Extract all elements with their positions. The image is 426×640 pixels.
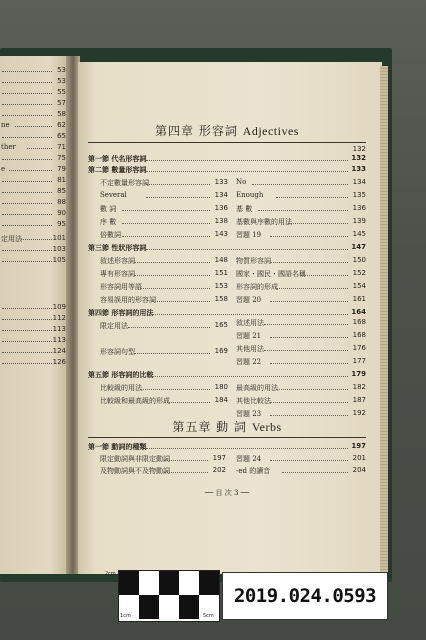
toc-entry [236,396,366,406]
toc-entry-page: 134 [214,191,228,199]
toc-entry [100,178,228,188]
toc-entry-page: 202 [212,466,226,474]
section-entry-page: 197 [351,442,366,450]
toc-entry-page: 187 [352,396,366,404]
toc-entry-title: 習題 24 [236,455,262,463]
left-page-row: 53 [0,66,68,76]
toc-entry-page: 152 [352,269,366,277]
page-footer: ── 目 次 3 ── [204,489,250,497]
left-page-row: 53 [0,77,68,87]
section-entry-title: 第二節 數量形容詞 [88,165,147,174]
toc-entry-page: 154 [352,282,366,290]
toc-entry-title: 國家・國民・國語名稱 [236,270,306,278]
section-entry-title: 第五節 形容詞的比較 [88,370,154,379]
section-entry-page: 164 [351,308,366,316]
chapter-5-title [88,418,366,435]
toc-entry [100,466,226,476]
scale-bar [105,570,220,622]
toc-entry-page: 135 [352,191,366,199]
accession-number: 2019.024.0593 [222,572,388,620]
left-page-row: 55 [0,88,68,98]
toc-entry [236,318,366,328]
toc-entry-page: 180 [214,383,228,391]
left-page-row: ne 62 [1,121,66,129]
toc-entry-page: 182 [352,383,366,391]
section-entry [88,370,366,380]
toc-entry-title: 其他用法 [236,345,264,353]
toc-entry [236,282,366,292]
chapter-5-title-zh: 第五章 動 詞 [172,420,247,434]
toc-entry-page: 192 [352,409,366,417]
section-entry-page: 133 [351,165,366,173]
toc-entry-page: 134 [352,178,366,186]
toc-entry [236,204,366,214]
chapter-4-title [88,122,366,139]
chapter-5-rule [88,437,366,438]
toc-entry-page: 139 [352,217,366,225]
toc-entry-title: 習題 21 [236,332,262,340]
toc-entry-title: 限定動詞與非限定動詞 [100,455,170,463]
toc-entry-title: 基數與序數的用法 [236,218,292,226]
toc-entry-title: -ed 的讀音 [236,467,271,475]
toc-entry-title: 習題 20 [236,296,262,304]
left-page [0,56,72,574]
toc-entry-title: 數 詞 [100,205,117,213]
left-page-row: 58 [0,110,68,120]
scale-label-right: 5cm [203,613,214,619]
toc-entry [100,217,228,227]
left-page-row: 57 [0,99,68,109]
toc-entry-title: 序 數 [100,218,117,226]
toc-entry [236,344,366,354]
toc-entry-title: Enough [236,191,264,199]
chapter-4-page: 132 [352,145,366,153]
toc-entry-title: 倍數詞 [100,231,121,239]
left-page-row: 109 [0,303,68,313]
left-page-row: 65 [0,132,68,142]
section-entry-title: 第四節 形容詞的用法 [88,308,154,317]
left-page-row: 113 [0,336,68,346]
section-entry [88,442,366,452]
scale-label-left: 1cm [120,613,131,619]
section-entry-page: 147 [351,243,366,251]
toc-entry-title: 習題 23 [236,410,262,418]
left-page-row: ther 71 [1,143,66,151]
toc-entry-title: 習題 22 [236,358,262,366]
toc-entry-page: 143 [214,230,228,238]
toc-entry-title: No [236,178,247,186]
toc-entry [100,204,228,214]
toc-entry-title: 及物動詞與不及物動詞 [100,467,170,475]
section-entry [88,165,366,175]
toc-entry-title: 專有形容詞 [100,270,135,278]
left-page-row: 90 [0,209,68,219]
chapter-4-rule [88,142,366,143]
scale-label-top: 2cm [105,571,116,577]
toc-entry-title: 形容詞句型 [100,348,135,356]
toc-entry-page: 168 [352,318,366,326]
left-page-row: 113 [0,325,68,335]
toc-entry-title: 敘述形容詞 [100,257,135,265]
toc-entry-page: 133 [214,178,228,186]
toc-entry [100,396,228,406]
section-entry [88,308,366,318]
toc-entry-page: 176 [352,344,366,352]
section-entry [88,243,366,253]
toc-entry [100,347,228,357]
toc-entry-page: 138 [214,217,228,225]
toc-entry [236,178,366,188]
toc-entry-page: 151 [214,269,228,277]
left-page-row: 95 [0,220,68,230]
toc-entry-page: 136 [214,204,228,212]
toc-entry [100,295,228,305]
toc-entry [236,230,366,240]
toc-entry [236,217,366,227]
section-entry-title: 第三節 性狀形容詞 [88,243,147,252]
toc-entry-title: 敘述用法 [236,319,264,327]
toc-entry [236,331,366,341]
section-entry-page: 179 [351,370,366,378]
toc-entry-page: 204 [352,466,366,474]
section-entry-title: 第一節 代名形容詞 [88,154,147,163]
toc-entry-page: 197 [212,454,226,462]
toc-entry [236,295,366,305]
toc-entry [100,256,228,266]
section-entry [88,154,366,164]
left-page-row: 85 [0,187,68,197]
toc-entry-title: 形容詞用等語 [100,283,142,291]
toc-entry-title: 形容詞的形成 [236,283,278,291]
left-page-row: 124 [0,347,68,357]
left-page-row: 81 [0,176,68,186]
toc-entry-page: 136 [352,204,366,212]
toc-entry-page: 168 [352,331,366,339]
section-entry-title: 第一節 動詞的種類 [88,442,147,451]
toc-entry-title: 物質形容詞 [236,257,271,265]
toc-entry [100,269,228,279]
chapter-4-title-en: Adjectives [242,124,299,138]
toc-entry-title: 基 數 [236,205,253,213]
toc-entry-page: 184 [214,396,228,404]
toc-entry-title: 不定數量形容詞 [100,179,149,187]
toc-entry-title: 容易誤用的形容詞 [100,296,156,304]
toc-entry [100,454,226,464]
toc-entry-title: Several [100,191,127,199]
toc-entry-title: 其他比較法 [236,397,271,405]
toc-entry [100,191,228,201]
toc-entry-page: 150 [352,256,366,264]
section-entry-page: 132 [351,154,366,162]
toc-entry-page: 145 [352,230,366,238]
page-edges [380,66,388,574]
toc-entry-title: 限定用法 [100,322,128,330]
left-page-row: 126 [0,358,68,368]
toc-entry-page: 201 [352,454,366,462]
toc-entry-page: 177 [352,357,366,365]
toc-entry [236,256,366,266]
left-page-row: 105 [0,256,68,266]
toc-entry-title: 習題 19 [236,231,262,239]
toc-entry [100,282,228,292]
left-page-row: 103 [0,245,68,255]
left-page-row: 定用法 101 [1,234,66,243]
toc-entry [236,357,366,367]
chapter-5-title-en: Verbs [251,420,282,434]
toc-entry-title: 比較級和最高級的形成 [100,397,170,405]
toc-entry-page: 153 [214,282,228,290]
toc-entry-page: 169 [214,347,228,355]
left-page-row: e 79 [1,165,66,173]
toc-entry-title: 最高級的用法 [236,384,278,392]
toc-entry-page: 165 [214,321,228,329]
toc-entry [236,269,366,279]
toc-entry [100,383,228,393]
toc-entry-page: 148 [214,256,228,264]
toc-entry [236,454,366,464]
toc-entry-page: 161 [352,295,366,303]
toc-entry-title: 比較級的用法 [100,384,142,392]
chapter-4-title-zh: 第四章 形容詞 [155,124,238,138]
toc-entry [236,191,366,201]
toc-entry [100,321,228,331]
left-page-row: 75 [0,154,68,164]
left-page-row: 112 [0,314,68,324]
toc-entry [236,383,366,393]
toc-entry-page: 158 [214,295,228,303]
toc-entry [236,466,366,476]
left-page-row: 88 [0,198,68,208]
toc-entry [100,230,228,240]
